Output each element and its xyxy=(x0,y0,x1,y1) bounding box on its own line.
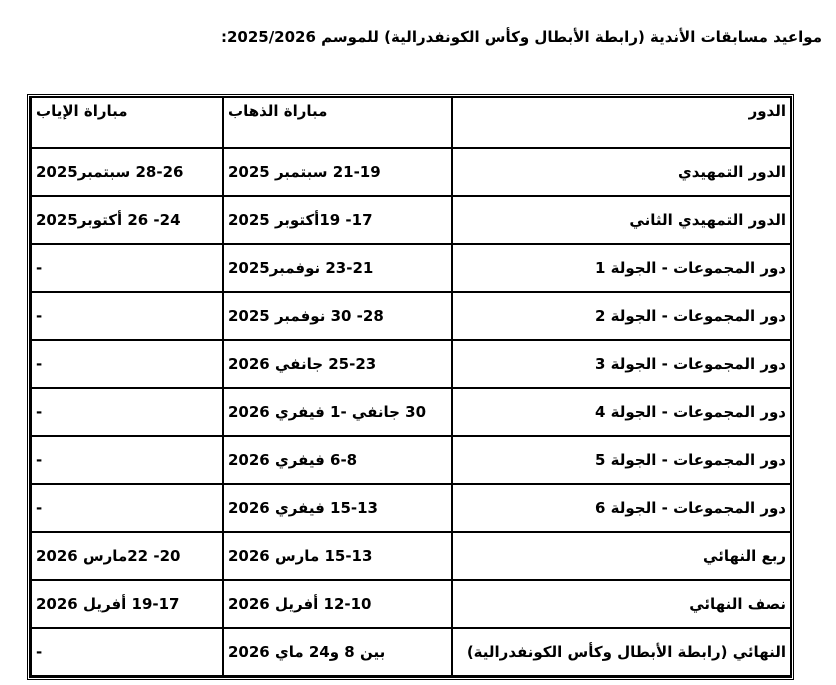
first-leg-cell: 21-19 سبتمبر 2025 xyxy=(223,148,452,196)
round-cell: الدور التمهيدي الثاني xyxy=(452,196,791,244)
page-title: مواعيد مسابقات الأندية (رابطة الأبطال وكأس الكونفدرالية) للموسم 2025/2026: xyxy=(220,28,822,46)
table-row xyxy=(31,340,791,388)
second-leg-cell: 24- 26 أكتوبر2025 xyxy=(31,196,223,244)
second-leg-cell: - xyxy=(31,340,223,388)
second-leg-cell: - xyxy=(31,628,223,676)
table-header-row xyxy=(31,98,791,149)
header-first-leg: مباراة الذهاب xyxy=(223,98,452,149)
round-cell: نصف النهائي xyxy=(452,580,791,628)
round-cell: النهائي (رابطة الأبطال وكأس الكونفدرالية) xyxy=(452,628,791,676)
round-cell: دور المجموعات - الجولة 5 xyxy=(452,436,791,484)
second-leg-cell: - xyxy=(31,292,223,340)
first-leg-cell: 15-13 فيفري 2026 xyxy=(223,484,452,532)
round-cell: الدور التمهيدي xyxy=(452,148,791,196)
first-leg-cell: 6-8 فيفري 2026 xyxy=(223,436,452,484)
table-row xyxy=(31,292,791,340)
table-row xyxy=(31,628,791,676)
second-leg-cell: 19-17 أفريل 2026 xyxy=(31,580,223,628)
header-round: الدور xyxy=(452,98,791,149)
first-leg-cell: 17- 19أكتوبر 2025 xyxy=(223,196,452,244)
first-leg-cell: بين 8 و24 ماي 2026 xyxy=(223,628,452,676)
table-row xyxy=(31,484,791,532)
first-leg-cell: 15-13 مارس 2026 xyxy=(223,532,452,580)
round-cell: دور المجموعات - الجولة 4 xyxy=(452,388,791,436)
round-cell: دور المجموعات - الجولة 1 xyxy=(452,244,791,292)
second-leg-cell: 28-26 سبتمبر2025 xyxy=(31,148,223,196)
header-second-leg: مباراة الإياب xyxy=(31,98,223,149)
first-leg-cell: 30 جانفي -1 فيفري 2026 xyxy=(223,388,452,436)
round-cell: ربع النهائي xyxy=(452,532,791,580)
second-leg-cell: - xyxy=(31,388,223,436)
table-row xyxy=(31,244,791,292)
table-row xyxy=(31,148,791,196)
schedule-table xyxy=(27,94,794,680)
first-leg-cell: 28- 30 نوفمبر 2025 xyxy=(223,292,452,340)
second-leg-cell: 20- 22مارس 2026 xyxy=(31,532,223,580)
table-row xyxy=(31,532,791,580)
table-row xyxy=(31,388,791,436)
round-cell: دور المجموعات - الجولة 6 xyxy=(452,484,791,532)
first-leg-cell: 12-10 أفريل 2026 xyxy=(223,580,452,628)
first-leg-cell: 25-23 جانفي 2026 xyxy=(223,340,452,388)
round-cell: دور المجموعات - الجولة 2 xyxy=(452,292,791,340)
first-leg-cell: 23-21 نوفمبر2025 xyxy=(223,244,452,292)
second-leg-cell: - xyxy=(31,484,223,532)
round-cell: دور المجموعات - الجولة 3 xyxy=(452,340,791,388)
table-row xyxy=(31,436,791,484)
second-leg-cell: - xyxy=(31,244,223,292)
table-row xyxy=(31,580,791,628)
second-leg-cell: - xyxy=(31,436,223,484)
table-row xyxy=(31,196,791,244)
